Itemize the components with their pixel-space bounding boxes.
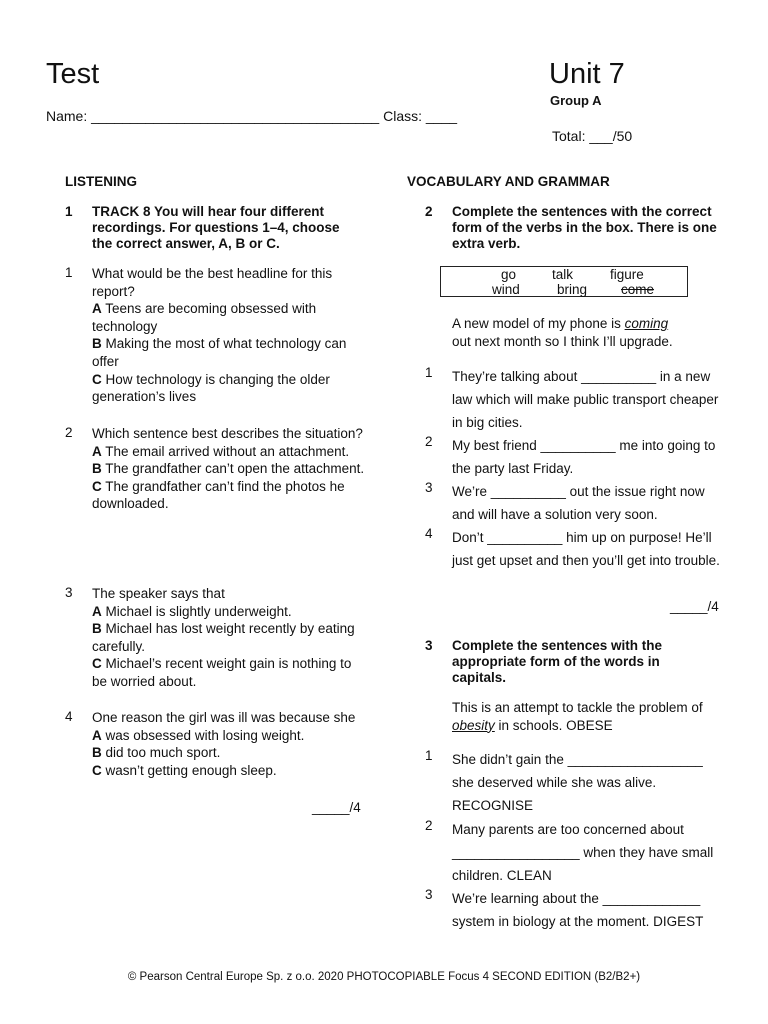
task2-item4-number: 4 xyxy=(425,526,433,541)
listening-q3-stem: The speaker says that xyxy=(92,586,225,601)
listening-q1-number: 1 xyxy=(65,265,73,280)
word-talk: talk xyxy=(552,267,574,282)
task3-example-answer: obesity xyxy=(452,717,495,733)
word-come: come xyxy=(621,282,655,297)
listening-q2-option-b: B The grandfather can’t open the attachment. xyxy=(92,461,365,477)
task2-instruction: Complete the sentences with the correct form of the verbs in the box. There is one extra verb. xyxy=(452,204,717,251)
task3-number: 3 xyxy=(425,638,433,653)
task3-example: This is an attempt to tackle the problem of obesity in schools. OBESE xyxy=(452,700,703,733)
group-label: Group A xyxy=(550,93,602,108)
listening-q1 xyxy=(92,265,367,406)
task2-item1-number: 1 xyxy=(425,365,433,380)
copyright-footer: © Pearson Central Europe Sp. z o.o. 2020 PHOTOCOPIABLE Focus 4 SECOND EDITION (B2/B2+) xyxy=(127,971,641,983)
listening-q3-option-b: B Michael has lost weight recently by eating carefully. xyxy=(92,621,355,654)
task2-item2: My best friend __________ me into going to the party last Friday. xyxy=(452,438,716,476)
listening-score: _____/4 xyxy=(312,800,361,815)
listening-q3-option-a: A Michael is slightly underweight. xyxy=(92,603,292,619)
task1-number: 1 xyxy=(65,204,73,219)
total-score: Total: ___/50 xyxy=(552,128,633,144)
task3-item2: Many parents are too concerned about _________________ when they have small children. CLEAN xyxy=(452,822,714,883)
task2-item1: They’re talking about __________ in a new law which will make public transport cheaper in big cities. xyxy=(452,369,719,430)
task3-item3-number: 3 xyxy=(425,887,433,902)
word-wind: wind xyxy=(492,282,520,297)
listening-q4-option-b: B did too much sport. xyxy=(92,745,221,761)
task2-item3-number: 3 xyxy=(425,480,433,495)
listening-q4-option-c: C wasn’t getting enough sleep. xyxy=(92,762,277,778)
listening-q2-stem: Which sentence best describes the situation? xyxy=(92,426,363,441)
page-title: Test xyxy=(46,58,100,90)
listening-q1-stem: What would be the best headline for this report? xyxy=(92,266,333,299)
task2-score: _____/4 xyxy=(670,599,719,614)
task2-item3: We’re __________ out the issue right now and will have a solution very soon. xyxy=(452,484,705,522)
task3-item2-number: 2 xyxy=(425,818,433,833)
listening-q2 xyxy=(92,425,367,513)
listening-q1-option-a: A Teens are becoming obsessed with technology xyxy=(92,301,317,334)
listening-q3-option-c: C Michael’s recent weight gain is nothing to be worried about. xyxy=(92,656,352,689)
word-box xyxy=(440,266,688,297)
name-class-line: Name: _____________________________________ Class: ____ xyxy=(46,108,458,124)
listening-q3 xyxy=(92,585,367,691)
listening-q4-number: 4 xyxy=(65,709,73,724)
task2-item2-number: 2 xyxy=(425,434,433,449)
listening-q4 xyxy=(92,709,367,779)
task2-item4: Don’t __________ him up on purpose! He’ll just get upset and then you’ll get into trouble. xyxy=(452,530,720,568)
listening-q2-option-c: C The grandfather can’t find the photos he downloaded. xyxy=(92,478,345,512)
unit-title: Unit 7 xyxy=(549,58,625,90)
task2-example: A new model of my phone is coming out next month so I think I’ll upgrade. xyxy=(452,316,673,349)
listening-heading: LISTENING xyxy=(65,174,138,189)
listening-q3-number: 3 xyxy=(65,585,73,600)
vocab-heading: VOCABULARY AND GRAMMAR xyxy=(407,174,610,189)
task2-number: 2 xyxy=(425,204,433,219)
word-bring: bring xyxy=(557,282,588,297)
listening-q1-option-b: B Making the most of what technology can offer xyxy=(92,336,347,369)
task2-example-answer: coming xyxy=(624,316,669,331)
task3-item3: We’re learning about the _____________ system in biology at the moment. DIGEST xyxy=(452,891,704,929)
task1-instruction: TRACK 8 You will hear four different recordings. For questions 1–4, choose the correct answer, A, B or C. xyxy=(92,204,340,251)
word-figure: figure xyxy=(610,267,644,282)
listening-q4-stem: One reason the girl was ill was because she xyxy=(92,710,356,725)
listening-q2-option-a: A The email arrived without an attachment. xyxy=(92,443,350,459)
task3-item1-number: 1 xyxy=(425,748,433,763)
task3-instruction: Complete the sentences with the appropriate form of the words in capitals. xyxy=(452,638,663,685)
listening-q2-number: 2 xyxy=(65,425,73,440)
word-go: go xyxy=(501,267,517,282)
task3-item1: She didn’t gain the __________________ she deserved while she was alive. RECOGNISE xyxy=(452,752,703,813)
listening-q4-option-a: A was obsessed with losing weight. xyxy=(92,727,305,743)
listening-q1-option-c: C How technology is changing the older generation’s lives xyxy=(92,371,330,405)
